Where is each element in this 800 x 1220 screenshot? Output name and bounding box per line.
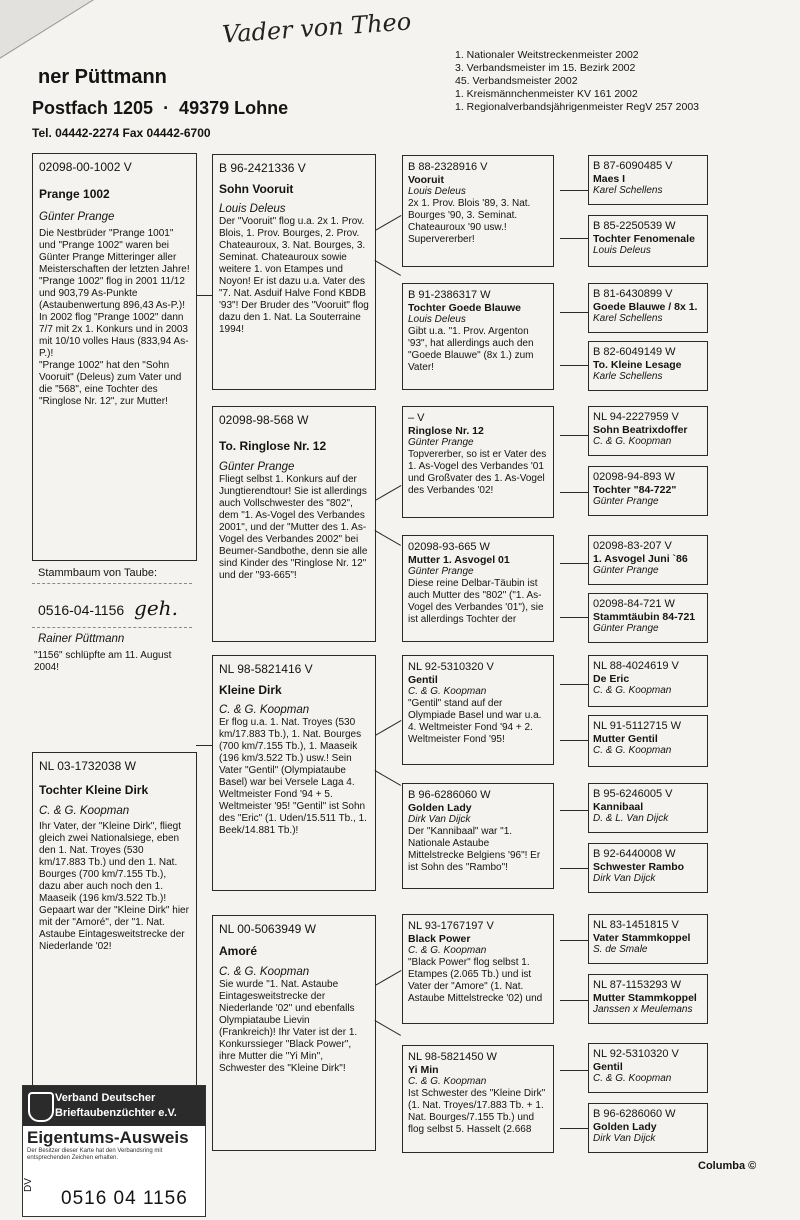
great-grandparent-breeder: Günter Prange	[408, 566, 474, 577]
great-grandparent-breeder: Dirk Van Dijck	[408, 814, 471, 825]
ancestor-card	[588, 466, 708, 516]
ancestor-ring: NL 91-5112715 W	[593, 720, 682, 732]
membership-badge	[22, 1085, 206, 1217]
ancestor-card	[588, 155, 708, 205]
subject-ring	[38, 596, 178, 620]
ancestor-name: 1. Asvogel Juni `86	[593, 553, 688, 565]
ancestor-breeder: C. & G. Koopman	[593, 685, 672, 696]
great-grandparent-name: Gentil	[408, 674, 438, 686]
connector-line	[560, 1128, 588, 1129]
subject-text: "1156" schlüpfte am 11. August 2004!	[34, 650, 172, 673]
ancestor-breeder: Dirk Van Dijck	[593, 873, 656, 884]
sire-text: Die Nestbrüder "Prange 1001" und "Prange 1002" waren bei Günter Prange Mitteringer aller Meisterschaften der letzten Jahre! "Prange 1002" flog in 2001 11/12 und 903,79 As-Punkte (Astaubenwertung 896,43 As-P.)! In 2002 flog "Prange 1002" dann 7/7 mit 2x 1. Konkurs und in 2003 mit 10/10 volles Haus (833,94 As-P.)! "Prange 1002" hat den "Sohn Vooruit" (Deleus) zum Vater und die "568", eine Tochter des "Ringlose Nr. 12", zur Mutter!	[39, 228, 190, 407]
badge-logo-icon	[28, 1092, 54, 1122]
connector-line	[560, 617, 588, 618]
subject-caption: Stammbaum von Taube:	[38, 567, 158, 579]
ancestor-card	[588, 406, 708, 456]
ancestor-name: Goede Blauwe / 8x 1.	[593, 301, 698, 313]
ancestor-name: Mutter Gentil	[593, 733, 658, 745]
connector-line	[560, 563, 588, 564]
ancestor-name: Sohn Beatrixdoffer	[593, 424, 688, 436]
ancestor-breeder: S. de Smale	[593, 944, 648, 955]
connector-line	[560, 1070, 588, 1071]
ancestor-name: Stammtäubin 84-721	[593, 611, 696, 623]
ancestor-ring: B 87-6090485 V	[593, 160, 673, 172]
great-grandparent-text: "Gentil" stand auf der Olympiade Basel und war u.a. 4. Weltmeister Fond '94 + 2. Weltmeister Fond '95!	[408, 698, 542, 745]
badge-ring: 0516 04 1156	[61, 1188, 188, 1209]
subject-divider	[32, 627, 192, 628]
great-grandparent-name: Mutter 1. Asvogel 01	[408, 554, 510, 566]
ancestor-card	[588, 914, 708, 964]
connector-line	[560, 940, 588, 941]
great-grandparent-ring: NL 93-1767197 V	[408, 920, 494, 932]
ancestor-ring: 02098-94-893 W	[593, 471, 675, 483]
great-grandparent-text: Topvererber, so ist er Vater des 1. As-Vogel des Verbandes '01 und Großvater des 1. As-Vogel des Verbandes '02!	[408, 449, 547, 496]
ancestor-breeder: Louis Deleus	[593, 245, 651, 256]
ancestor-card	[588, 655, 708, 707]
grandparent-name: Kleine Dirk	[219, 683, 282, 697]
titles-list	[455, 49, 699, 114]
ancestor-card	[588, 843, 708, 893]
great-grandparent-text: Ist Schwester des "Kleine Dirk" (1. Nat. Troyes/17.883 Tb. + 1. Nat. Bourges/7.155 Tb.) und flog selbst 5. Hasselt (2.668	[408, 1088, 546, 1135]
ancestor-ring: B 81-6430899 V	[593, 288, 673, 300]
great-grandparent-card	[402, 914, 554, 1024]
handwritten-mark: geh.	[134, 596, 178, 620]
great-grandparent-card	[402, 155, 554, 267]
connector-line	[375, 485, 402, 501]
great-grandparent-card	[402, 1045, 554, 1153]
ancestor-ring: NL 92-5310320 V	[593, 1048, 679, 1060]
ancestor-name: Tochter "84-722"	[593, 484, 677, 496]
great-grandparent-breeder: C. & G. Koopman	[408, 945, 487, 956]
great-grandparent-text: "Black Power" flog selbst 1. Etampes (2.065 Tb.) und ist Vater der "Amore" (1. Nat. Astaube Mittelstrecke '02) und	[408, 957, 543, 1004]
grandparent-breeder: Louis Deleus	[219, 203, 286, 215]
ancestor-breeder: Karel Schellens	[593, 313, 663, 324]
grandparent-breeder: Günter Prange	[219, 461, 295, 473]
subject-divider	[32, 583, 192, 584]
great-grandparent-ring: NL 98-5821450 W	[408, 1051, 497, 1063]
sire-card	[32, 153, 197, 561]
ancestor-card	[588, 215, 708, 267]
ancestor-card	[588, 1043, 708, 1093]
grandparent-card	[212, 154, 376, 390]
dam-name: Tochter Kleine Dirk	[39, 783, 149, 797]
connector-line	[560, 312, 588, 313]
great-grandparent-card	[402, 406, 554, 518]
connector-line	[375, 970, 402, 986]
ancestor-breeder: C. & G. Koopman	[593, 1073, 672, 1084]
ancestor-card	[588, 1103, 708, 1153]
ancestor-breeder: Günter Prange	[593, 623, 659, 634]
ancestor-name: Golden Lady	[593, 1121, 657, 1133]
subject-ring-value: 0516-04-1156	[38, 602, 125, 618]
ancestor-name: Schwester Rambo	[593, 861, 685, 873]
great-grandparent-ring: B 91-2386317 W	[408, 289, 491, 301]
sire-name: Prange 1002	[39, 187, 110, 201]
ancestor-card	[588, 974, 708, 1024]
grandparent-breeder: C. & G. Koopman	[219, 704, 310, 716]
ancestor-card	[588, 535, 708, 585]
ancestor-name: Vater Stammkoppel	[593, 932, 691, 944]
owner-address: Postfach 1205 · 49379 Lohne	[32, 98, 289, 118]
great-grandparent-breeder: C. & G. Koopman	[408, 1076, 487, 1087]
ancestor-ring: B 85-2250539 W	[593, 220, 676, 232]
grandparent-ring: NL 00-5063949 W	[219, 922, 316, 936]
owner-phone: Tel. 04442-2274 Fax 04442-6700	[32, 126, 211, 140]
great-grandparent-name: Black Power	[408, 933, 471, 945]
great-grandparent-card	[402, 535, 554, 642]
ancestor-ring: 02098-84-721 W	[593, 598, 675, 610]
badge-small-print: Der Besitzer dieser Karte hat den Verbandsring mit entsprechenden Zeichen erhalten.	[27, 1148, 163, 1161]
title-line: 3. Verbandsmeister im 15. Bezirk 2002	[455, 62, 636, 74]
great-grandparent-breeder: C. & G. Koopman	[408, 686, 487, 697]
great-grandparent-ring: B 96-6286060 W	[408, 789, 491, 801]
ancestor-breeder: Janssen x Meulemans	[593, 1004, 693, 1015]
ancestor-breeder: Günter Prange	[593, 565, 659, 576]
ancestor-ring: NL 87-1153293 W	[593, 979, 682, 991]
ancestor-name: Gentil	[593, 1061, 623, 1073]
ancestor-ring: NL 88-4024619 V	[593, 660, 679, 672]
dam-breeder: C. & G. Koopman	[39, 805, 130, 817]
grandparent-card	[212, 915, 376, 1151]
grandparent-name: To. Ringlose Nr. 12	[219, 439, 327, 453]
connector-line	[560, 365, 588, 366]
badge-side-text: DV	[23, 1178, 34, 1192]
grandparent-card	[212, 655, 376, 891]
connector-line	[196, 745, 212, 746]
great-grandparent-card	[402, 655, 554, 765]
great-grandparent-text: Der "Kannibaal" war "1. Nationale Astaube Mittelstrecke Belgiens '96"! Er ist Sohn des "Rambo"!	[408, 826, 541, 873]
ancestor-ring: 02098-83-207 V	[593, 540, 672, 552]
ancestor-breeder: C. & G. Koopman	[593, 436, 672, 447]
grandparent-text: Der "Vooruit" flog u.a. 2x 1. Prov. Blois, 1. Prov. Bourges, 2. Prov. Chateauroux, 3. Nat. Bourges, 3. Seminat. Chateauroux sowie weitere 1. von Etampes und Noyon! Er ist dazu u.a. Vater des "7. Nat. Asduif Halve Fond KBDB '93"! Der Bruder des "Vooruit" flog dazu den 1. Nat. La Souterraine 1994!	[219, 216, 369, 335]
title-line: 1. Kreismännchenmeister KV 161 2002	[455, 88, 638, 100]
connector-line	[560, 684, 588, 685]
ancestor-breeder: Dirk Van Dijck	[593, 1133, 656, 1144]
connector-line	[375, 720, 402, 736]
ancestor-ring: NL 94-2227959 V	[593, 411, 679, 423]
badge-line2: Brieftaubenzüchter e.V.	[55, 1107, 177, 1119]
ancestor-breeder: Günter Prange	[593, 496, 659, 507]
grandparent-text: Sie wurde "1. Nat. Astaube Eintagesweitstrecke der Niederlande '02" und ebenfalls Olympiataube Lievin (Frankreich)! Ihr Vater ist der 1. Konkurssieger "Black Power", ihre Mutter die "Yi Min", Schwester des "Kleine Dirk"!	[219, 979, 358, 1074]
handwritten-note: Vader von Theo	[221, 7, 413, 49]
ancestor-card	[588, 715, 708, 767]
ancestor-card	[588, 593, 708, 643]
ancestor-ring: NL 83-1451815 V	[593, 919, 679, 931]
great-grandparent-name: Tochter Goede Blauwe	[408, 302, 521, 314]
connector-line	[560, 740, 588, 741]
footer-brand: Columba ©	[698, 1160, 757, 1172]
grandparent-name: Amoré	[219, 944, 258, 958]
grandparent-text: Er flog u.a. 1. Nat. Troyes (530 km/17.883 Tb.), 1. Nat. Bourges (700 km/7.155 Tb.), 1. Maaseik (196 km/3.522 Tb.) usw.! Sein Vater "Gentil" (Olympiataube Basel) war bei Versele Laga 4. Weltmeister Fond '94 + 5. Weltmeister '95! "Gentil" ist Sohn des "Eric" (1. Uden/15.511 Tb., 1. Beek/14.881 Tb.)!	[219, 717, 367, 836]
connector-line	[196, 295, 212, 296]
ancestor-ring: B 95-6246005 V	[593, 788, 673, 800]
ancestor-breeder: Karle Schellens	[593, 371, 663, 382]
connector-line	[374, 260, 401, 276]
sire-breeder: Günter Prange	[39, 211, 115, 223]
title-line: 1. Nationaler Weitstreckenmeister 2002	[455, 49, 639, 61]
connector-line	[374, 1020, 401, 1036]
great-grandparent-ring: – V	[408, 412, 425, 424]
great-grandparent-card	[402, 783, 554, 889]
ancestor-card	[588, 341, 708, 391]
connector-line	[374, 770, 401, 786]
ancestor-name: Tochter Fenomenale	[593, 233, 695, 245]
great-grandparent-text: Gibt u.a. "1. Prov. Argenton '93", hat allerdings auch den "Goede Blauwe" (8x 1.) zum Vater!	[408, 326, 534, 373]
sire-ring: 02098-00-1002 V	[39, 160, 132, 174]
ancestor-ring: B 92-6440008 W	[593, 848, 676, 860]
great-grandparent-name: Golden Lady	[408, 802, 472, 814]
ancestor-card	[588, 783, 708, 833]
subject-breeder: Rainer Püttmann	[38, 633, 125, 645]
connector-line	[560, 810, 588, 811]
ancestor-name: De Eric	[593, 673, 630, 685]
owner-name: ner Püttmann	[38, 66, 167, 88]
great-grandparent-card	[402, 283, 554, 390]
dam-card	[32, 752, 197, 1087]
connector-line	[560, 190, 588, 191]
ancestor-breeder: Karel Schellens	[593, 185, 663, 196]
ancestor-card	[588, 283, 708, 333]
torn-corner	[0, 0, 159, 60]
dam-ring: NL 03-1732038 W	[39, 759, 136, 773]
connector-line	[560, 238, 588, 239]
badge-line1: Verband Deutscher	[55, 1092, 156, 1104]
connector-line	[560, 492, 588, 493]
badge-title: Eigentums-Ausweis	[27, 1128, 189, 1147]
grandparent-card	[212, 406, 376, 642]
grandparent-text: Fliegt selbst 1. Konkurs auf der Jungtierendtour! Sie ist allerdings auch Vollschwester des "802", dem "1. As-Vogel des Verbandes 2001", und der "Mutter des 1. As-Vogel des Verbandes 2002" bei Beumer-Sandbothe, denn sie alle sind Kinder des "Ringlose Nr. 12" und der "93-665"!	[219, 474, 368, 581]
ancestor-ring: B 96-6286060 W	[593, 1108, 676, 1120]
grandparent-breeder: C. & G. Koopman	[219, 966, 310, 978]
dam-text: Ihr Vater, der "Kleine Dirk", fliegt gleich zwei Nationalsiege, eben den 1. Nat. Troyes (530 km/17.883 Tb.) und den 1. Nat. Bourges (700 km/7.155 Tb.), dazu aber auch noch den 1. Maaseik (196 km/3.522 Tb.)! Gepaart war der "Kleine Dirk" hier mit der "Amoré", der "1. Nat. Astaube Eintagesweitstrecke der Niederlande '02!	[39, 821, 189, 952]
grandparent-ring: NL 98-5821416 V	[219, 662, 313, 676]
great-grandparent-name: Ringlose Nr. 12	[408, 425, 484, 437]
great-grandparent-breeder: Louis Deleus	[408, 186, 466, 197]
great-grandparent-text: 2x 1. Prov. Blois '89, 3. Nat. Bourges '90, 3. Seminat. Chateauroux '90 usw.! Supervererber!	[408, 198, 531, 245]
ancestor-name: To. Kleine Lesage	[593, 359, 682, 371]
title-line: 1. Regionalverbandsjährigenmeister RegV 257 2003	[455, 101, 699, 113]
connector-line	[560, 435, 588, 436]
great-grandparent-text: Diese reine Delbar-Täubin ist auch Mutter des "802" ("1. As-Vogel des Verbandes '01"), sie ist allerdings Tochter der	[408, 578, 544, 625]
ancestor-name: Mutter Stammkoppel	[593, 992, 697, 1004]
ancestor-ring: B 82-6049149 W	[593, 346, 676, 358]
grandparent-name: Sohn Vooruit	[219, 182, 294, 196]
connector-line	[375, 215, 402, 231]
great-grandparent-breeder: Louis Deleus	[408, 314, 466, 325]
great-grandparent-name: Vooruit	[408, 174, 444, 186]
connector-line	[560, 1000, 588, 1001]
great-grandparent-ring: NL 92-5310320 V	[408, 661, 494, 673]
grandparent-ring: B 96-2421336 V	[219, 161, 306, 175]
connector-line	[374, 530, 401, 546]
grandparent-ring: 02098-98-568 W	[219, 413, 309, 427]
connector-line	[560, 868, 588, 869]
ancestor-name: Kannibaal	[593, 801, 644, 813]
great-grandparent-name: Yi Min	[408, 1064, 439, 1076]
great-grandparent-ring: B 88-2328916 V	[408, 161, 488, 173]
great-grandparent-ring: 02098-93-665 W	[408, 541, 490, 553]
badge-header	[23, 1086, 205, 1126]
ancestor-breeder: C. & G. Koopman	[593, 745, 672, 756]
ancestor-name: Maes I	[593, 173, 626, 185]
title-line: 45. Verbandsmeister 2002	[455, 75, 578, 87]
ancestor-breeder: D. & L. Van Dijck	[593, 813, 669, 824]
great-grandparent-breeder: Günter Prange	[408, 437, 474, 448]
